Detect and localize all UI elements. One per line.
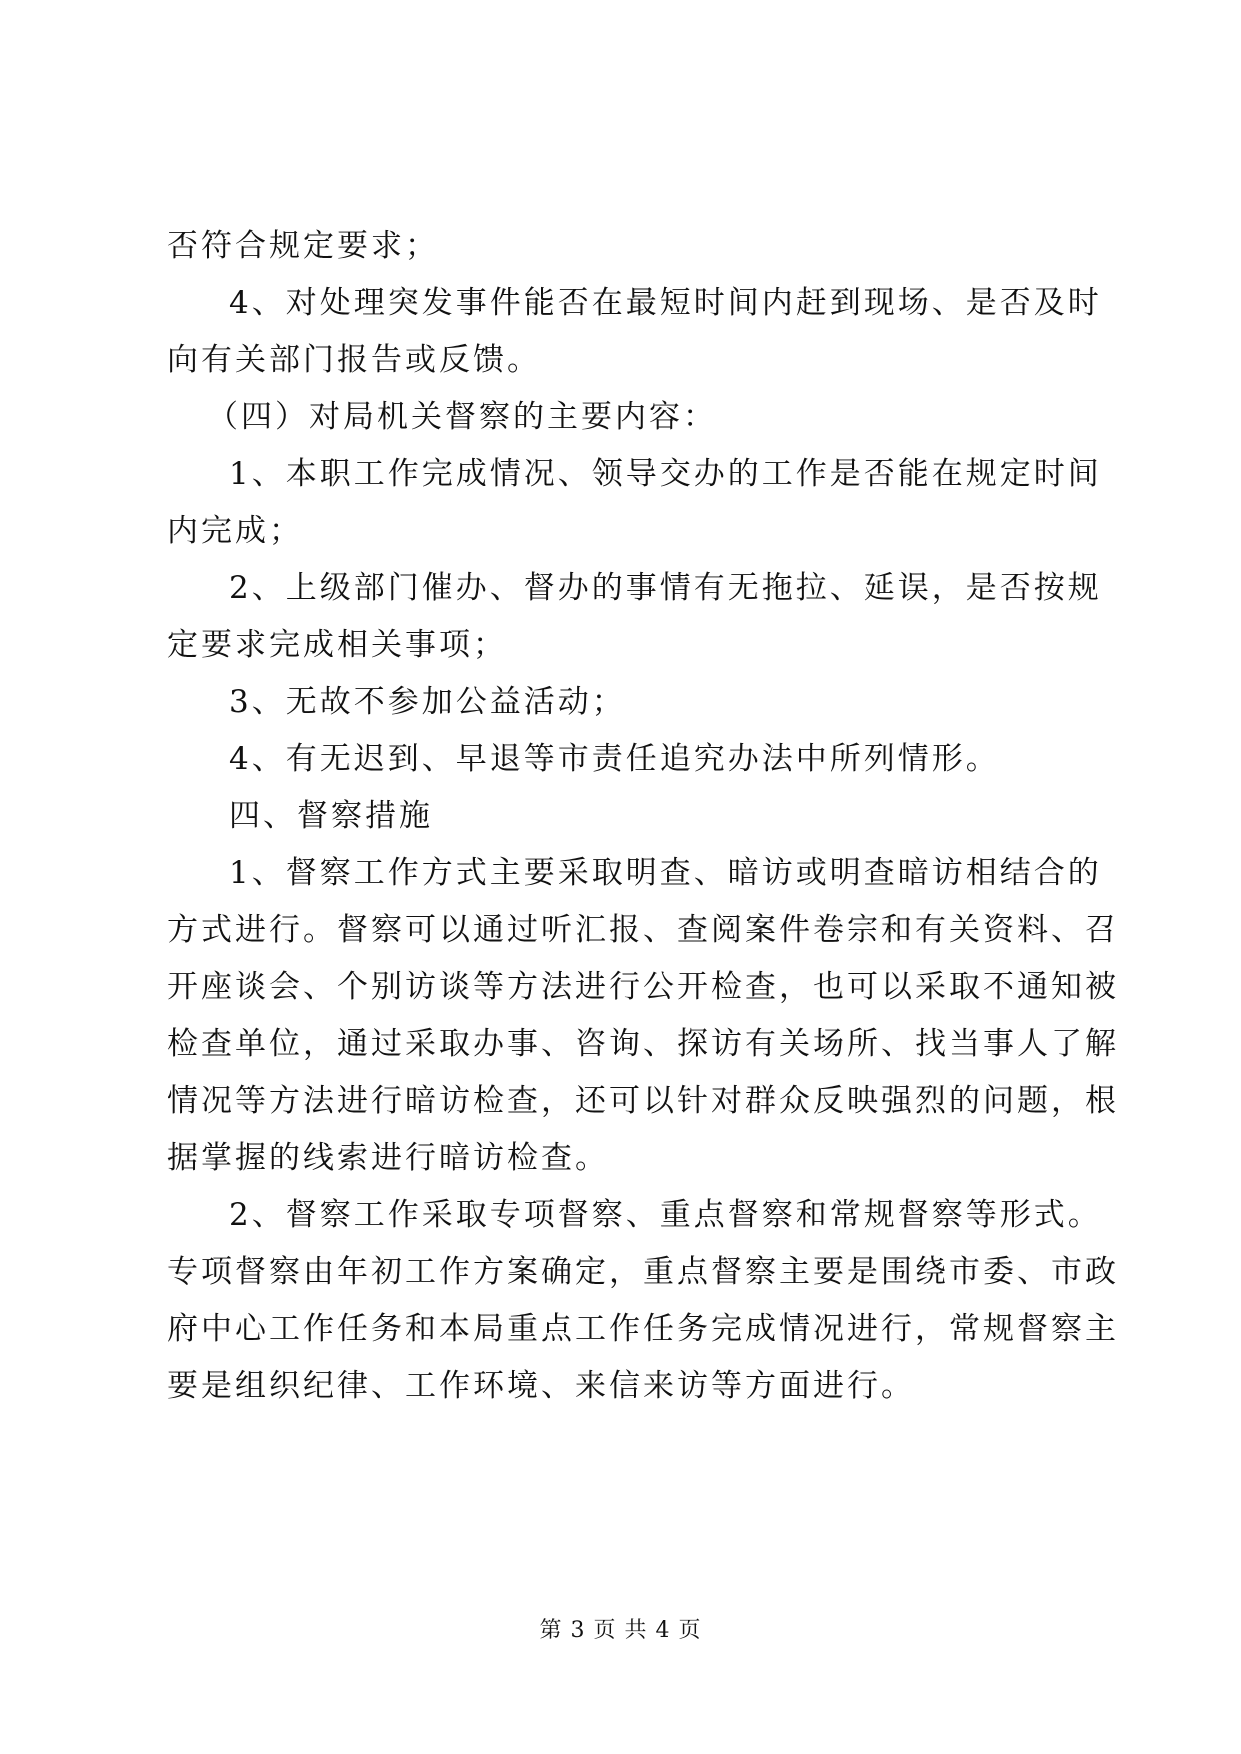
text-line: 府中心工作任务和本局重点工作任务完成情况进行，常规督察主 — [167, 1311, 1119, 1347]
text-line: 内完成； — [167, 513, 303, 549]
text-line: 检查单位，通过采取办事、咨询、探访有关场所、找当事人了解 — [167, 1026, 1119, 1062]
text-line: 情况等方法进行暗访检查，还可以针对群众反映强烈的问题，根 — [167, 1083, 1119, 1119]
page-footer: 第 3 页 共 4 页 — [539, 1618, 702, 1643]
text-line: 4、有无迟到、早退等市责任追究办法中所列情形。 — [229, 741, 1000, 777]
text-line: 1、本职工作完成情况、领导交办的工作是否能在规定时间 — [229, 456, 1102, 492]
text-line: 方式进行。督察可以通过听汇报、查阅案件卷宗和有关资料、召 — [167, 912, 1119, 948]
text-line: 3、无故不参加公益活动； — [229, 684, 626, 720]
text-line: 据掌握的线索进行暗访检查。 — [167, 1140, 609, 1176]
text-line: 2、督察工作采取专项督察、重点督察和常规督察等形式。 — [229, 1197, 1102, 1233]
text-line: 要是组织纪律、工作环境、来信来访等方面进行。 — [167, 1368, 915, 1404]
text-line: （四）对局机关督察的主要内容： — [207, 399, 717, 435]
text-line: 专项督察由年初工作方案确定，重点督察主要是围绕市委、市政 — [167, 1254, 1119, 1290]
text-line: 2、上级部门催办、督办的事情有无拖拉、延误，是否按规 — [229, 570, 1102, 606]
text-line: 定要求完成相关事项； — [167, 627, 507, 663]
text-line: 开座谈会、个别访谈等方法进行公开检查，也可以采取不通知被 — [167, 969, 1119, 1005]
text-line: 向有关部门报告或反馈。 — [167, 342, 541, 378]
section-heading: 四、督察措施 — [229, 798, 433, 834]
text-line: 1、督察工作方式主要采取明查、暗访或明查暗访相结合的 — [229, 855, 1102, 891]
text-line: 否符合规定要求； — [167, 228, 439, 264]
text-line: 4、对处理突发事件能否在最短时间内赶到现场、是否及时 — [229, 285, 1102, 321]
